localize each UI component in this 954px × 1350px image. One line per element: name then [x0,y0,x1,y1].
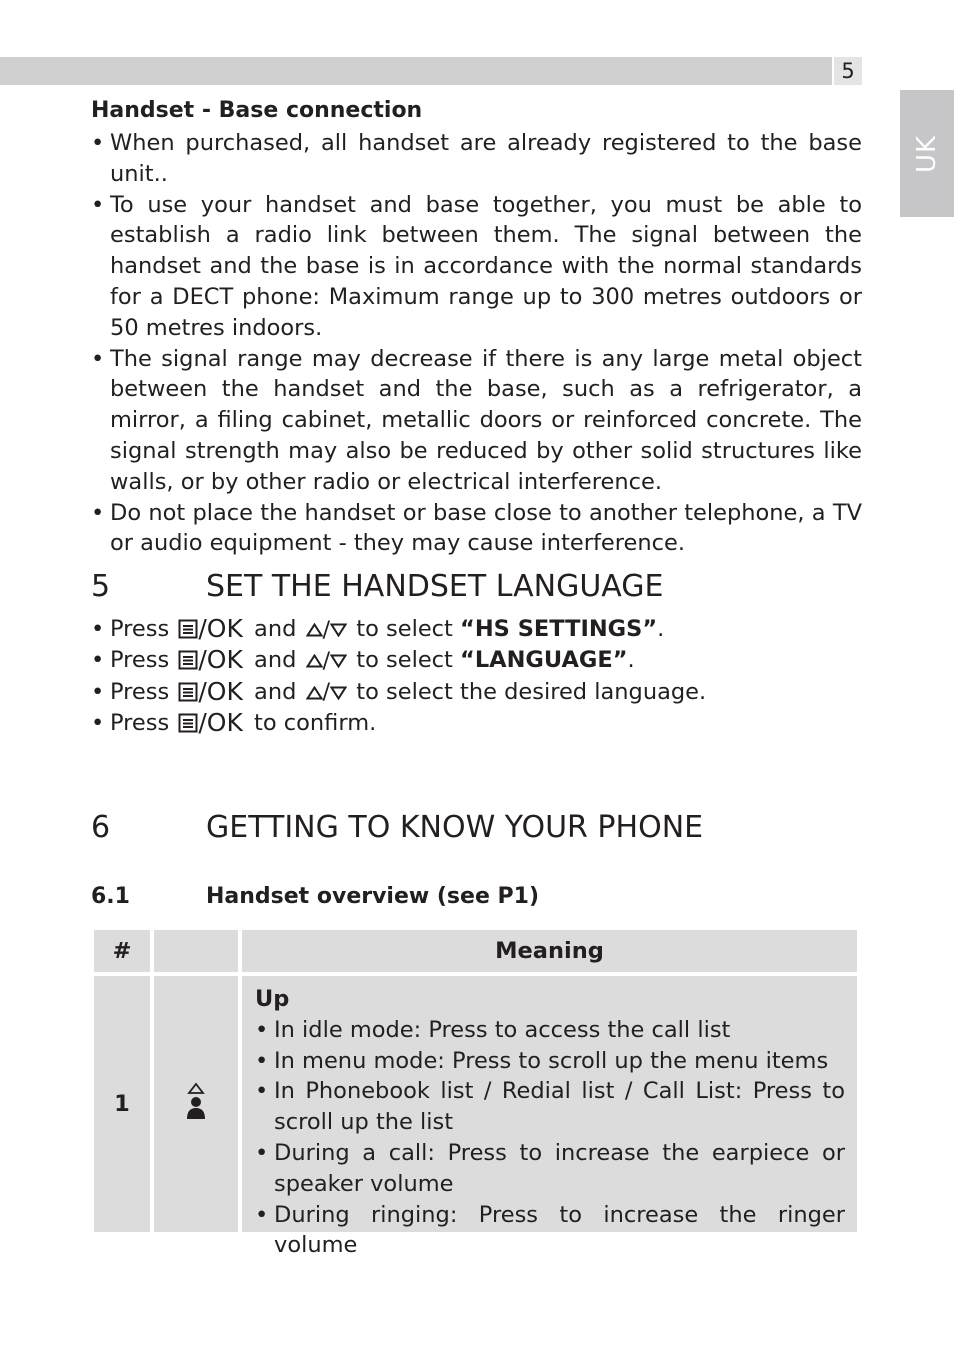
step-item: • Press /OK and / to select the desired language. [91,677,706,708]
subsection-title: Handset overview (see P1) [206,884,540,909]
up-down-arrow-icon: / [306,646,348,677]
list-item: • In menu mode: Press to scroll up the menu items [255,1047,829,1074]
connection-bullets [91,128,862,559]
chapter-heading-6 [91,810,871,850]
menu-ok-key-icon: /OK [178,617,243,641]
table-header-meaning: Meaning [242,930,857,972]
step-item: • Press /OK and / to select “HS SETTINGS”. [91,614,706,645]
header-bar [0,57,832,85]
list-item: • Do not place the handset or base close to another telephone, a TV or audio equipment - they may cause interference. [91,499,862,557]
page-number: 5 [834,57,862,85]
table-row-icon-cell [154,976,238,1232]
subsection-number: 6.1 [91,884,130,909]
chapter-number: 6 [91,810,111,845]
table-row-number: 1 [94,976,150,1232]
list-item: • In Phonebook list / Redial list / Call List: Press to scroll up the list [255,1078,845,1136]
language-steps [91,614,706,739]
language-tab-label: UK [912,134,942,173]
table-header-icon [154,930,238,972]
subsection-heading [91,884,791,914]
menu-ok-key-icon: /OK [178,648,243,672]
list-item: • During a call: Press to increase the earpiece or speaker volume [255,1139,845,1197]
list-item: • In idle mode: Press to access the call list [255,1016,731,1043]
table-header-number: # [94,930,150,972]
meaning-title: Up [255,986,290,1012]
step-item: • Press /OK and / to select “LANGUAGE”. [91,645,706,676]
up-arrow-contact-icon [184,1082,208,1126]
menu-ok-key-icon: /OK [178,711,243,735]
chapter-title: SET THE HANDSET LANGUAGE [206,569,664,604]
language-tab [900,90,954,217]
chapter-number: 5 [91,569,111,604]
up-down-arrow-icon: / [306,677,348,708]
list-item: • To use your handset and base together, you must be able to establish a radio link between them. The signal between the handset and the base is in accordance with the normal standards for a DECT phone: Maximum range up to 300 metres outdoors or 50 metres indoors. [91,191,862,341]
chapter-title: GETTING TO KNOW YOUR PHONE [206,810,704,845]
list-item: • The signal range may decrease if there is any large metal object between the handset and the base, such as a refrigerator, a mirror, a filing cabinet, metallic doors or reinforced concrete. The signal strength may also be reduced by other solid structures like walls, or by other radio or electrical interference. [91,345,862,495]
connection-heading: Handset - Base connection [91,98,423,123]
up-down-arrow-icon: / [306,615,348,646]
step-item: • Press /OK to confirm. [91,708,377,738]
list-item: • When purchased, all handset are already registered to the base unit.. [91,130,862,187]
list-item: • During ringing: Press to increase the ringer volume [255,1201,845,1259]
chapter-heading-5 [91,569,871,609]
meaning-list [255,1015,845,1261]
menu-ok-key-icon: /OK [178,680,243,704]
table-row-meaning [242,976,857,1259]
